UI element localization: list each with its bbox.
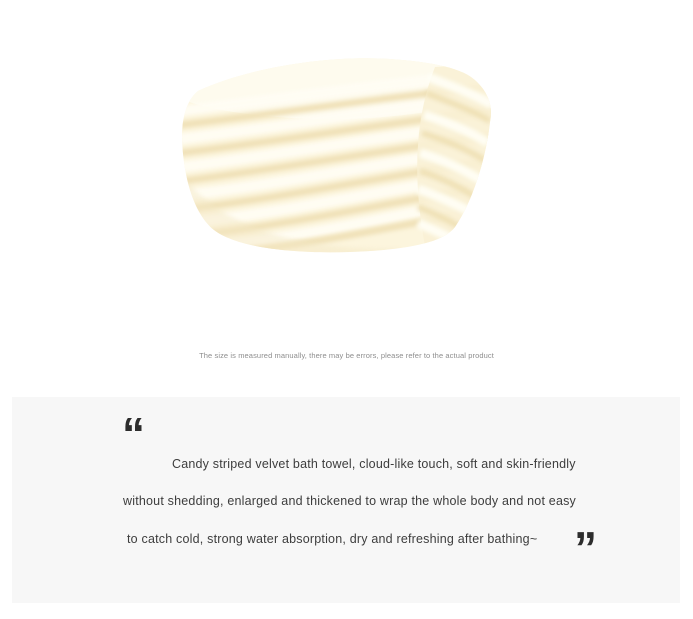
product-quote-panel: [12, 397, 680, 603]
close-quote-icon: ”: [574, 522, 597, 574]
quote-line-3: to catch cold, strong water absorption, dry and refreshing after bathing~: [127, 532, 538, 546]
towel-illustration: [180, 55, 495, 255]
size-disclaimer-text: The size is measured manually, there may be errors, please refer to the actual product: [199, 351, 494, 360]
product-image-towel: [180, 55, 495, 255]
quote-line-1: Candy striped velvet bath towel, cloud-like touch, soft and skin-friendly: [172, 457, 576, 471]
open-quote-icon: “: [122, 408, 145, 460]
quote-line-2: without shedding, enlarged and thickened to wrap the whole body and not easy: [123, 494, 577, 508]
